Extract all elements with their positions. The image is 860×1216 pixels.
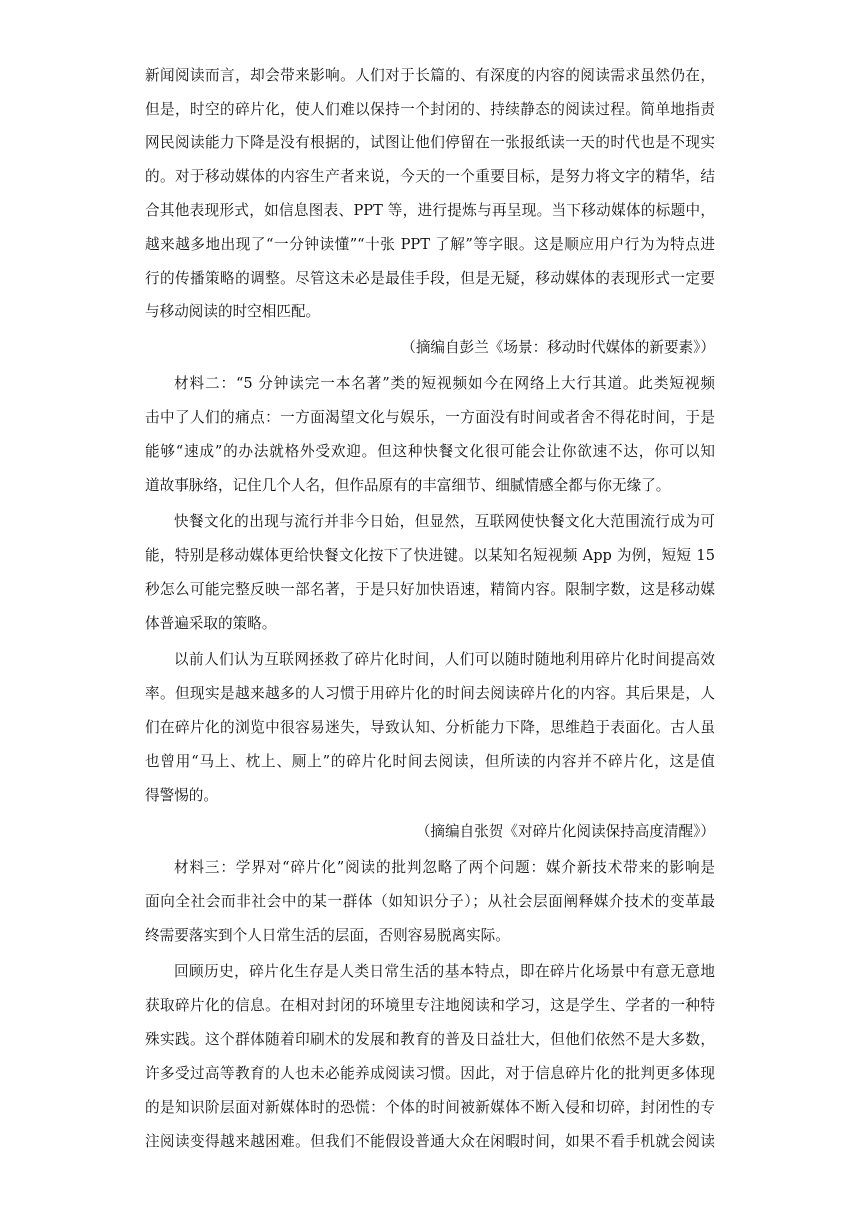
paragraph-line: 材料二：“5 分钟读完一本名著”类的短视频如今在网络上大行其道。此类短视频 <box>174 375 715 392</box>
paragraph-line: 体普遍采取的策略。 <box>145 615 277 632</box>
paragraph-line: 许多受过高等教育的人也未必能养成阅读习惯。因此，对于信息碎片化的批判更多体现 <box>145 1065 715 1082</box>
paragraph-line: 合其他表现形式，如信息图表、PPT 等，进行提炼与再呈现。当下移动媒体的标题中， <box>145 202 715 219</box>
paragraph-line: 秒怎么可能完整反映一部名著，于是只好加快语速，精简内容。限制字数，这是移动媒 <box>145 581 715 598</box>
paragraph-line: 材料三：学界对“碎片化”阅读的批判忽略了两个问题：媒介新技术带来的影响是 <box>174 859 715 876</box>
paragraph-line: 的。对于移动媒体的内容生产者来说，今天的一个重要目标，是努力将文字的精华，结 <box>145 168 715 185</box>
paragraph-line: 行的传播策略的调整。尽管这未必是最佳手段，但是无疑，移动媒体的表现形式一定要 <box>145 270 715 287</box>
paragraph-line: 得警惕的。 <box>145 787 218 804</box>
paragraph-line: 的是知识阶层面对新媒体时的恐慌：个体的时间被新媒体不断入侵和切碎，封闭性的专 <box>145 1099 715 1116</box>
paragraph-line: 获取碎片化的信息。在相对封闭的环境里专注地阅读和学习，这是学生、学者的一种特 <box>145 997 715 1014</box>
paragraph-line: 们在碎片化的浏览中很容易迷失，导致认知、分析能力下降，思维趋于表面化。古人虽 <box>145 719 715 736</box>
paragraph-line: 新闻阅读而言，却会带来影响。人们对于长篇的、有深度的内容的阅读需求虽然仍在， <box>145 67 715 84</box>
paragraph-line: 回顾历史，碎片化生存是人类日常生活的基本特点，即在碎片化场景中有意无意地 <box>174 963 715 980</box>
paragraph-line: 与移动阅读的时空相匹配。 <box>145 303 321 320</box>
paragraph-line: 殊实践。这个群体随着印刷术的发展和教育的普及日益壮大，但他们依然不是大多数， <box>145 1031 715 1048</box>
paragraph-line: 道故事脉络，记住几个人名，但作品原有的丰富细节、细腻情感全都与你无缘了。 <box>145 477 671 494</box>
source-citation: （摘编自彭兰《场景：移动时代媒体的新要素》） <box>401 339 715 356</box>
paragraph-line: 面向全社会而非社会中的某一群体（如知识分子）；从社会层面阐释媒介技术的变革最 <box>145 893 715 910</box>
paragraph-line: 也曾用“马上、枕上、厕上”的碎片化时间去阅读，但所读的内容并不碎片化，这是值 <box>145 753 715 770</box>
paragraph-line: 越来越多地出现了“一分钟读懂”“十张 PPT 了解”等字眼。这是顺应用户行为为特点进 <box>145 236 715 253</box>
paragraph-line: 但是，时空的碎片化，使人们难以保持一个封闭的、持续静态的阅读过程。简单地指责 <box>145 101 715 118</box>
paragraph-line: 网民阅读能力下降是没有根据的，试图让他们停留在一张报纸读一天的时代也是不现实 <box>145 134 715 151</box>
paragraph-line: 终需要落实到个人日常生活的层面，否则容易脱离实际。 <box>145 927 510 944</box>
source-citation: （摘编自张贺《对碎片化阅读保持高度清醒》） <box>415 823 715 840</box>
paragraph-line: 以前人们认为互联网拯救了碎片化时间，人们可以随时随地利用碎片化时间提高效 <box>174 651 715 668</box>
paragraph-line: 击中了人们的痛点：一方面渴望文化与娱乐，一方面没有时间或者舍不得花时间，于是 <box>145 409 715 426</box>
paragraph-line: 能，特别是移动媒体更给快餐文化按下了快进键。以某知名短视频 App 为例，短短 15 <box>145 547 715 564</box>
paragraph-line: 率。但现实是越来越多的人习惯于用碎片化的时间去阅读碎片化的内容。其后果是，人 <box>145 685 715 702</box>
paragraph-line: 注阅读变得越来越困难。但我们不能假设普通大众在闲暇时间，如果不看手机就会阅读 <box>145 1133 715 1150</box>
paragraph-line: 能够“速成”的办法就格外受欢迎。但这种快餐文化很可能会让你欲速不达，你可以知 <box>145 443 715 460</box>
paragraph-line: 快餐文化的出现与流行并非今日始，但显然，互联网使快餐文化大范围流行成为可 <box>174 513 715 530</box>
